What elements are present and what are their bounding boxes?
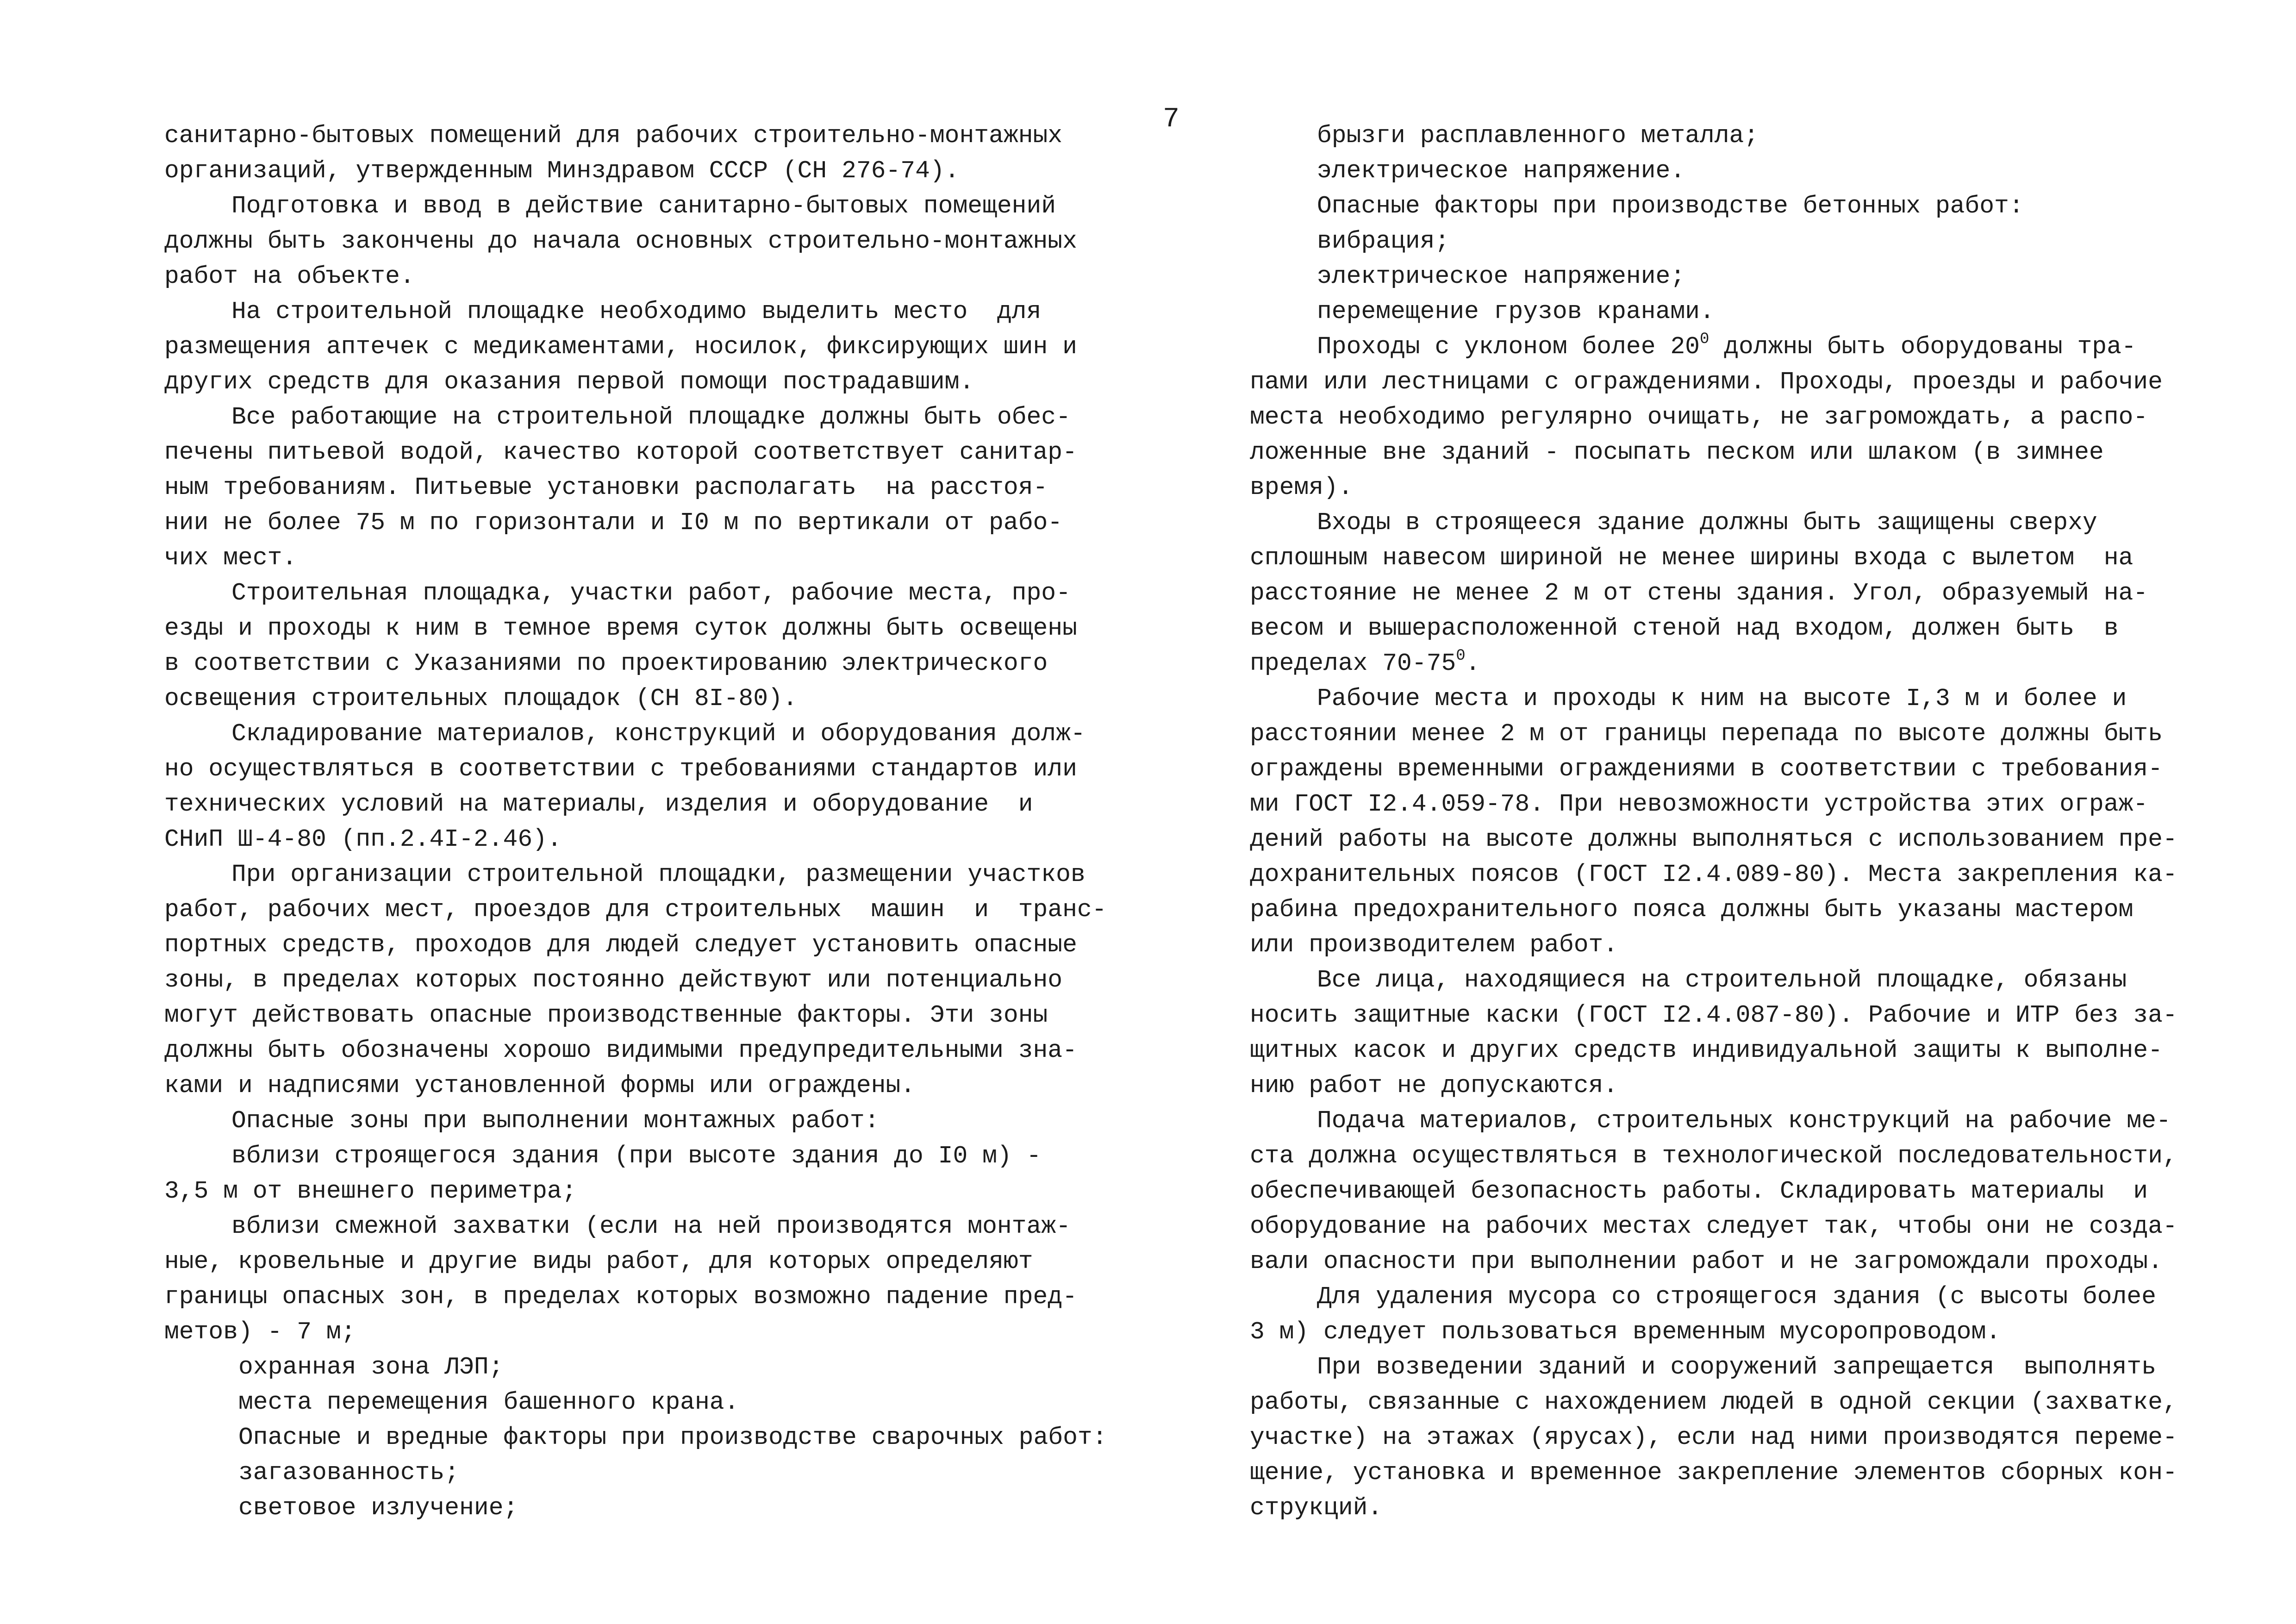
text-line — [164, 400, 1118, 435]
text-line — [164, 435, 1118, 470]
text-line — [164, 540, 1118, 575]
line-text: участке) на этажах (ярусах), если над ними производятся переме- — [1250, 1424, 2177, 1451]
text-line — [1250, 400, 2180, 435]
line-text-continued: . — [1465, 650, 1480, 677]
line-text: Складирование материалов, конструкций и оборудования долж- — [231, 720, 1086, 748]
line-text: сплошным навесом шириной не менее ширины входа с вылетом на — [1250, 544, 2134, 572]
line-text: Для удаления мусора со строящегося здания (с высоты более — [1317, 1283, 2156, 1311]
line-text: оборудование на рабочих местах следует так, чтобы они не созда- — [1250, 1212, 2177, 1240]
line-text: Все лица, находящиеся на строительной площадке, обязаны — [1317, 966, 2127, 994]
text-line — [1250, 1068, 2180, 1103]
line-text: работ на объекте. — [164, 262, 415, 290]
text-line — [1250, 1138, 2180, 1174]
line-text: ограждены временными ограждениями в соответствии с требования- — [1250, 755, 2163, 783]
text-line — [1250, 1490, 2180, 1525]
text-line — [164, 646, 1118, 681]
left-column — [164, 118, 1118, 1525]
text-line — [164, 1244, 1118, 1279]
text-line — [1250, 1385, 2180, 1420]
text-line — [1250, 857, 2180, 892]
line-text: вблизи смежной захватки (если на ней производятся монтаж- — [231, 1212, 1071, 1240]
text-line — [164, 1314, 1118, 1349]
text-line — [164, 505, 1118, 540]
text-line — [164, 1279, 1118, 1314]
line-text: Подготовка и ввод в действие санитарно-бытовых помещений — [231, 192, 1056, 220]
line-text: технических условий на материалы, изделия и оборудование и — [164, 790, 1033, 818]
text-line — [164, 1068, 1118, 1103]
line-text: щение, установка и временное закрепление элементов сборных кон- — [1250, 1459, 2177, 1487]
line-text: вблизи строящегося здания (при высоте здания до I0 м) - — [231, 1142, 1042, 1170]
line-text: печены питьевой водой, качество которой соответствует санитар- — [164, 438, 1077, 466]
line-text: Опасные факторы при производстве бетонных работ: — [1317, 192, 2024, 220]
text-line — [164, 470, 1118, 505]
text-line — [164, 1138, 1118, 1174]
line-text: нии не более 75 м по горизонтали и I0 м по вертикали от рабо- — [164, 509, 1063, 537]
line-text-continued: должны быть оборудованы тра- — [1709, 333, 2136, 361]
text-line — [164, 751, 1118, 787]
line-text: 3 м) следует пользоваться временным мусоропроводом. — [1250, 1318, 2001, 1346]
line-text: в соответствии с Указаниями по проектированию электрического — [164, 650, 1048, 677]
line-text: носить защитные каски (ГОСТ I2.4.087-80). Рабочие и ИТР без за- — [1250, 1001, 2177, 1029]
text-line — [1250, 1455, 2180, 1490]
text-line — [1250, 611, 2180, 646]
degree-superscript: 0 — [1699, 331, 1710, 348]
line-text: СНиП Ш-4-80 (пп.2.4I-2.46). — [164, 825, 562, 853]
line-text: должны быть закончены до начала основных строительно-монтажных — [164, 227, 1077, 255]
line-text: ложенные вне зданий - посыпать песком или шлаком (в зимнее — [1250, 438, 2104, 466]
text-line — [1250, 1349, 2180, 1385]
text-line — [1250, 716, 2180, 751]
text-line — [1250, 435, 2180, 470]
text-line — [1250, 681, 2180, 716]
line-text: загазованность; — [238, 1459, 460, 1487]
text-line — [164, 364, 1118, 400]
text-line — [164, 1033, 1118, 1068]
text-line — [1250, 188, 2180, 224]
line-text: Рабочие места и проходы к ним на высоте I,3 м и более и — [1317, 685, 2127, 712]
text-line — [164, 118, 1118, 153]
text-line — [1250, 1174, 2180, 1209]
line-text: метов) - 7 м; — [164, 1318, 356, 1346]
text-line — [1250, 540, 2180, 575]
text-line — [1250, 505, 2180, 540]
text-line — [1250, 927, 2180, 962]
text-line — [164, 294, 1118, 329]
text-line — [1250, 998, 2180, 1033]
text-line — [164, 962, 1118, 998]
line-text: Все работающие на строительной площадке должны быть обес- — [231, 403, 1071, 431]
line-text: перемещение грузов кранами. — [1317, 298, 1715, 325]
line-text: При организации строительной площадки, размещении участков — [231, 861, 1086, 888]
line-text: работы, связанные с нахождением людей в одной секции (захватке, — [1250, 1388, 2177, 1416]
line-text: места необходимо регулярно очищать, не загромождать, а распо- — [1250, 403, 2148, 431]
text-line — [164, 575, 1118, 611]
line-text: электрическое напряжение. — [1317, 157, 1685, 185]
text-line — [164, 1420, 1118, 1455]
text-line — [164, 1103, 1118, 1138]
line-text: пределах 70-75 — [1250, 650, 1456, 677]
line-text: вали опасности при выполнении работ и не загромождали проходы. — [1250, 1248, 2163, 1275]
text-line — [164, 998, 1118, 1033]
text-line — [1250, 787, 2180, 822]
text-line — [1250, 224, 2180, 259]
text-line — [1250, 646, 2180, 681]
line-text: места перемещения башенного крана. — [238, 1388, 739, 1416]
text-line — [164, 153, 1118, 188]
line-text: ным требованиям. Питьевые установки располагать на расстоя- — [164, 474, 1048, 501]
line-text: других средств для оказания первой помощи пострадавшим. — [164, 368, 974, 396]
line-text: ками и надписями установленной формы или ограждены. — [164, 1072, 916, 1099]
line-text: размещения аптечек с медикаментами, носилок, фиксирующих шин и — [164, 333, 1077, 361]
text-line — [164, 329, 1118, 364]
text-line — [164, 681, 1118, 716]
line-text: пами или лестницами с ограждениями. Проходы, проезды и рабочие — [1250, 368, 2163, 396]
text-line — [164, 716, 1118, 751]
line-text: щитных касок и других средств индивидуальной защиты к выполне- — [1250, 1037, 2163, 1064]
line-text: расстоянии менее 2 м от границы перепада по высоте должны быть — [1250, 720, 2163, 748]
text-line — [1250, 962, 2180, 998]
text-line — [164, 1174, 1118, 1209]
line-text: При возведении зданий и сооружений запрещается выполнять — [1317, 1353, 2156, 1381]
text-line — [1250, 1314, 2180, 1349]
text-line — [1250, 892, 2180, 927]
text-line — [164, 611, 1118, 646]
line-text: Опасные зоны при выполнении монтажных работ: — [231, 1107, 880, 1135]
line-text: чих мест. — [164, 544, 297, 572]
line-text: рабина предохранительного пояса должны быть указаны мастером — [1250, 896, 2134, 924]
text-line — [1250, 1244, 2180, 1279]
text-line — [1250, 153, 2180, 188]
line-text: зоны, в пределах которых постоянно действуют или потенциально — [164, 966, 1063, 994]
line-text: дохранительных поясов (ГОСТ I2.4.089-80). Места закрепления ка- — [1250, 861, 2177, 888]
line-text: или производителем работ. — [1250, 931, 1618, 959]
line-text: электрическое напряжение; — [1317, 262, 1685, 290]
text-line — [1250, 294, 2180, 329]
text-line — [1250, 329, 2180, 364]
right-column — [1250, 118, 2180, 1525]
line-text: дений работы на высоте должны выполняться с использованием пре- — [1250, 825, 2177, 853]
text-line — [164, 787, 1118, 822]
text-line — [164, 822, 1118, 857]
line-text: работ, рабочих мест, проездов для строительных машин и транс- — [164, 896, 1107, 924]
line-text: Входы в строящееся здание должны быть защищены сверху — [1317, 509, 2097, 537]
line-text: ми ГОСТ I2.4.059-78. При невозможности устройства этих ограж- — [1250, 790, 2148, 818]
line-text: границы опасных зон, в пределах которых возможно падение пред- — [164, 1283, 1077, 1311]
text-line — [1250, 1279, 2180, 1314]
text-line — [1250, 259, 2180, 294]
line-text: брызги расплавленного металла; — [1317, 122, 1759, 150]
text-line — [164, 1385, 1118, 1420]
line-text: езды и проходы к ним в темное время суток должны быть освещены — [164, 614, 1077, 642]
text-line — [1250, 1209, 2180, 1244]
text-line — [164, 857, 1118, 892]
line-text: санитарно-бытовых помещений для рабочих строительно-монтажных — [164, 122, 1063, 150]
page-number: 7 — [1163, 104, 1180, 135]
degree-superscript: 0 — [1456, 647, 1466, 665]
line-text: время). — [1250, 474, 1353, 501]
text-line — [164, 259, 1118, 294]
line-text: но осуществляться в соответствии с требованиями стандартов или — [164, 755, 1077, 783]
line-text: На строительной площадке необходимо выделить место для — [231, 298, 1042, 325]
line-text: весом и вышерасположенной стеной над входом, должен быть в — [1250, 614, 2119, 642]
line-text: световое излучение; — [238, 1494, 518, 1522]
line-text: портных средств, проходов для людей следует установить опасные — [164, 931, 1077, 959]
text-line — [164, 1455, 1118, 1490]
line-text: 3,5 м от внешнего периметра; — [164, 1177, 577, 1205]
text-line — [1250, 364, 2180, 400]
line-text: обеспечивающей безопасность работы. Складировать материалы и — [1250, 1177, 2148, 1205]
text-line — [1250, 470, 2180, 505]
line-text: организаций, утвержденным Минздравом СССР (СН 276-74). — [164, 157, 960, 185]
text-line — [1250, 751, 2180, 787]
text-line — [164, 1349, 1118, 1385]
line-text: ные, кровельные и другие виды работ, для которых определяют — [164, 1248, 1033, 1275]
text-line — [164, 188, 1118, 224]
line-text: Подача материалов, строительных конструкций на рабочие ме- — [1317, 1107, 2171, 1135]
line-text: могут действовать опасные производственные факторы. Эти зоны — [164, 1001, 1048, 1029]
text-line — [164, 1490, 1118, 1525]
line-text: нию работ не допускаются. — [1250, 1072, 1618, 1099]
line-text: расстояние не менее 2 м от стены здания. Угол, образуемый на- — [1250, 579, 2148, 607]
text-line — [1250, 575, 2180, 611]
line-text: ста должна осуществляться в технологической последовательности, — [1250, 1142, 2177, 1170]
line-text: струкций. — [1250, 1494, 1383, 1522]
line-text: должны быть обозначены хорошо видимыми предупредительными зна- — [164, 1037, 1077, 1064]
text-line — [164, 892, 1118, 927]
text-line — [1250, 1420, 2180, 1455]
line-text: Строительная площадка, участки работ, рабочие места, про- — [231, 579, 1071, 607]
line-text: Проходы с уклоном более 20 — [1317, 333, 1700, 361]
text-line — [164, 224, 1118, 259]
text-line — [1250, 118, 2180, 153]
text-line — [164, 927, 1118, 962]
text-line — [1250, 1033, 2180, 1068]
text-line — [164, 1209, 1118, 1244]
text-line — [1250, 822, 2180, 857]
line-text: вибрация; — [1317, 227, 1450, 255]
line-text: охранная зона ЛЭП; — [238, 1353, 504, 1381]
text-line — [1250, 1103, 2180, 1138]
line-text: Опасные и вредные факторы при производстве сварочных работ: — [238, 1424, 1107, 1451]
line-text: освещения строительных площадок (СН 8I-80). — [164, 685, 798, 712]
